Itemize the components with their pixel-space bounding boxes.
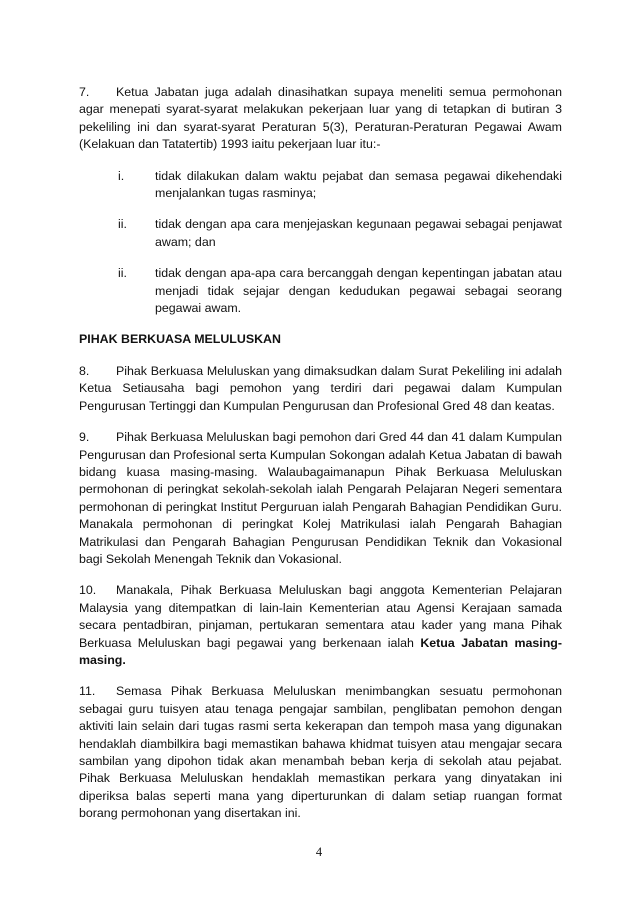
- paragraph-text: Semasa Pihak Berkuasa Meluluskan menimbangkan sesuatu permohonan sebagai guru tuisyen atau tenaga pengajar sambilan, penglibatan pemohon dengan aktiviti lain selain dari tugas rasmi serta kekerapan dan tempoh masa yang digunakan hendaklah diambilkira bagi memastikan bahawa khidmat tuisyen atau mengajar secara sambilan yang dipohon tidak akan menambah beban kerja di sekolah atau pejabat. Pihak Berkuasa Meluluskan hendaklah memastikan perkara yang dinyatakan ini diperiksa balas seperti mana yang diperturunkan di dalam setiap ruangan format borang permohonan yang disertakan ini.: [79, 684, 562, 821]
- paragraph-8: [79, 363, 562, 415]
- section-heading: PIHAK BERKUASA MELULUSKAN: [79, 332, 281, 347]
- paragraph-11: [79, 683, 562, 822]
- page-content: [79, 84, 562, 837]
- paragraph-text: Ketua Jabatan juga adalah dinasihatkan supaya meneliti semua permohonan agar menepati syarat-syarat melakukan pekerjaan luar yang di tetapkan di butiran 3 pekeliling ini dan syarat-syarat Peraturan 5(3), Peraturan-Peraturan Pegawai Awam (Kelakuan dan Tatatertib) 1993 iaitu pekerjaan luar itu:-: [79, 85, 562, 152]
- list-item-text: tidak dengan apa cara menjejaskan kegunaan pegawai sebagai penjawat awam; dan: [155, 217, 562, 249]
- condition-list: [79, 168, 562, 318]
- paragraph-number: 9.: [79, 430, 90, 445]
- list-item-label: ii.: [118, 217, 127, 232]
- paragraph-7: [79, 84, 562, 154]
- paragraph-bold-text: Ketua Jabatan masing-masing.: [79, 635, 562, 667]
- list-item: [79, 216, 562, 251]
- paragraph-number: 8.: [79, 363, 90, 378]
- paragraph-number: 11.: [79, 684, 96, 699]
- paragraph-text: Pihak Berkuasa Meluluskan bagi pemohon dari Gred 44 dan 41 dalam Kumpulan Pengurusan dan Profesional serta Kumpulan Sokongan adalah Ketua Jabatan di bawah bidang kuasa masing-masing. Walaubagaimanapun Pihak Berkuasa Meluluskan permohonan di peringkat sekolah-sekolah ialah Pengarah Pelajaran Negeri sementara permohonan di peringkat Institut Perguruan ialah Pengarah Bahagian Pendidikan Guru. Manakala permohonan di peringkat Kolej Matrikulasi ialah Pengarah Bahagian Matrikulasi dan Pengarah Bahagian Pengurusan Pendidikan Teknik dan Vokasional bagi Sekolah Menengah Teknik dan Vokasional.: [79, 430, 562, 566]
- paragraph-10: [79, 582, 562, 669]
- paragraph-9: [79, 429, 562, 568]
- paragraph-text: Pihak Berkuasa Meluluskan yang dimaksudkan dalam Surat Pekeliling ini adalah Ketua Setiausaha bagi pemohon yang terdiri dari pegawai dalam Kumpulan Pengurusan Tertinggi dan Kumpulan Pengurusan dan Profesional Gred 48 dan keatas.: [79, 363, 562, 413]
- paragraph-text: Manakala, Pihak Berkuasa Meluluskan bagi anggota Kementerian Pelajaran Malaysia yang ditempatkan di lain-lain Kementerian atau Agensi Kerajaan samada secara pentadbiran, pinjaman, pertukaran sementara atau kader yang mana Pihak Berkuasa Meluluskan bagi pegawai yang berkenaan ialah: [79, 583, 562, 650]
- list-item: [79, 265, 562, 317]
- paragraph-number: 10.: [79, 583, 97, 598]
- list-item: [79, 168, 562, 203]
- list-item-label: i.: [118, 168, 125, 183]
- page-number: 4: [315, 845, 323, 859]
- paragraph-number: 7.: [79, 85, 90, 99]
- list-item-label: ii.: [118, 266, 127, 281]
- list-item-text: tidak dilakukan dalam waktu pejabat dan semasa pegawai dikehendaki menjalankan tugas rasminya;: [155, 168, 562, 201]
- list-item-text: tidak dengan apa-apa cara bercanggah dengan kepentingan jabatan atau menjadi tidak sejajar dengan kedudukan pegawai sebagai seorang pegawai awam.: [155, 266, 562, 316]
